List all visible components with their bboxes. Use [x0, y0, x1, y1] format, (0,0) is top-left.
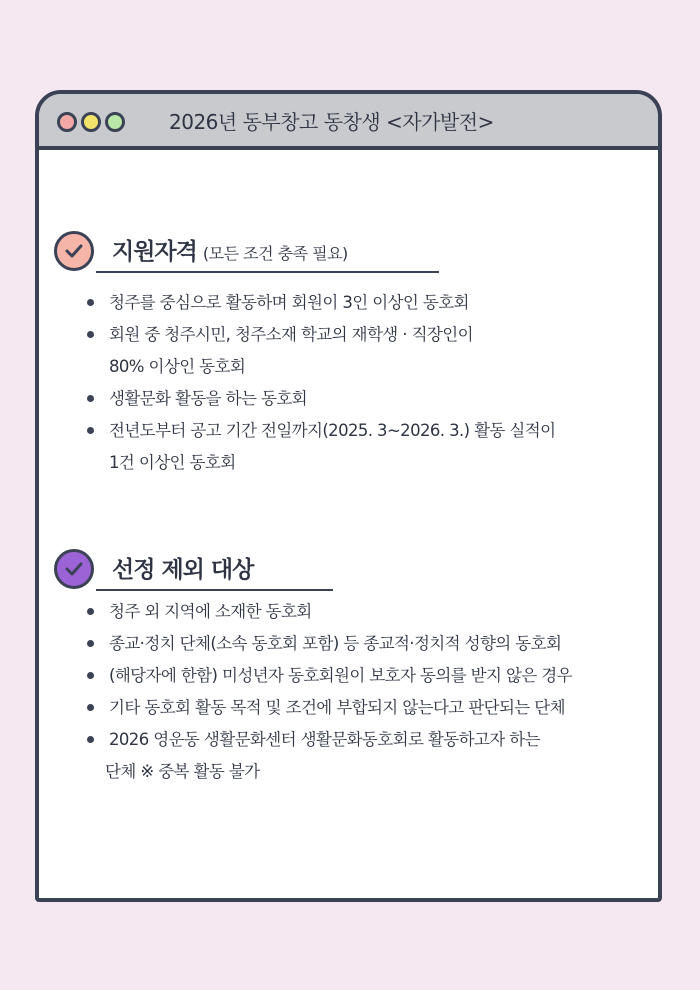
- heading-underline: [96, 271, 439, 273]
- window-title: 2026년 동부창고 동창생 <자가발전>: [169, 110, 494, 134]
- eligibility-title-text: 지원자격: [112, 239, 197, 265]
- list-item: 회원 중 청주시민, 청주소재 학교의 재학생 · 직장인이 80% 이상인 동호회: [87, 319, 555, 383]
- exclusion-heading: [54, 549, 354, 597]
- check-icon: [54, 549, 94, 589]
- list-item: 전년도부터 공고 기간 전일까지(2025. 3~2026. 3.) 활동 실적이 1건 이상인 동호회: [87, 415, 555, 479]
- list-item: 생활문화 활동을 하는 동호회: [87, 383, 555, 415]
- list-item: 종교·정치 단체(소속 동호회 포함) 등 종교적·정치적 성향의 동호회: [87, 628, 572, 660]
- heading-underline: [96, 589, 333, 591]
- eligibility-list: [87, 287, 555, 479]
- eligibility-heading: [54, 231, 454, 279]
- list-item: 청주를 중심으로 활동하며 회원이 3인 이상인 동호회: [87, 287, 555, 319]
- list-item: 청주 외 지역에 소재한 동호회: [87, 596, 572, 628]
- exclusion-list: [87, 596, 572, 788]
- minimize-dot-icon: [81, 112, 101, 132]
- list-item: 2026 영운동 생활문화센터 생활문화동호회로 활동하고자 하는 단체 ※ 중복 활동 불가: [87, 724, 572, 788]
- list-item: (해당자에 한함) 미성년자 동호회원이 보호자 동의를 받지 않은 경우: [87, 660, 572, 692]
- exclusion-title: 선정 제외 대상: [112, 557, 254, 583]
- window-titlebar: [39, 94, 658, 150]
- close-dot-icon: [57, 112, 77, 132]
- list-item: 기타 동호회 활동 목적 및 조건에 부합되지 않는다고 판단되는 단체: [87, 692, 572, 724]
- maximize-dot-icon: [105, 112, 125, 132]
- check-icon: [54, 231, 94, 271]
- eligibility-title: [112, 233, 348, 266]
- notice-window: [35, 90, 662, 902]
- eligibility-subtitle: (모든 조건 충족 필요): [202, 244, 348, 263]
